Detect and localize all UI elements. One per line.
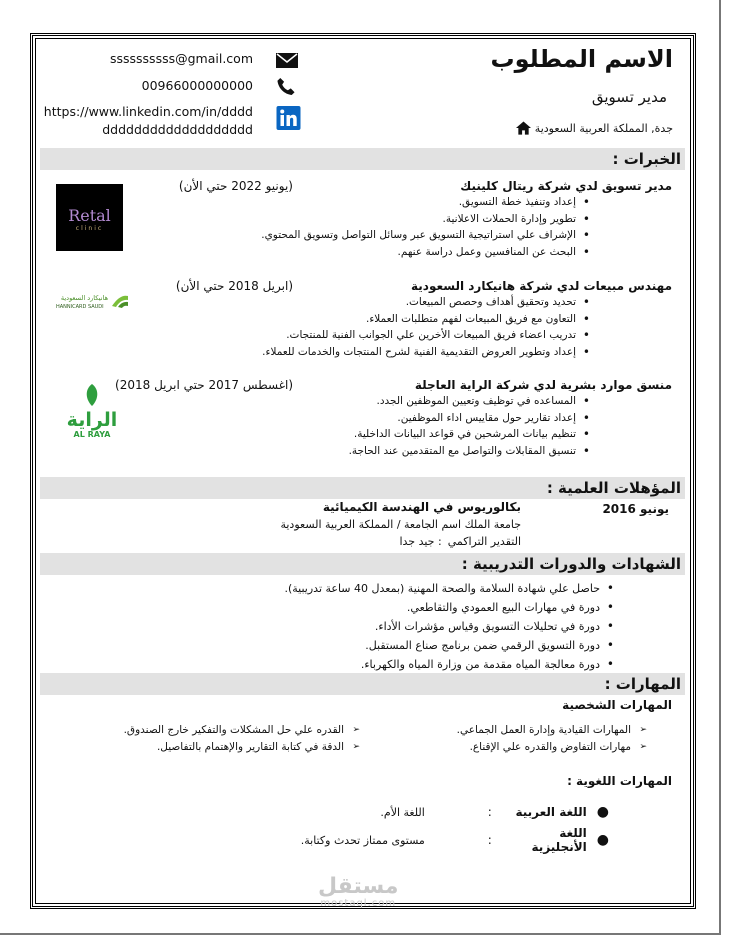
- linkedin-url-line2[interactable]: ddddddddddddddddddd: [102, 122, 253, 137]
- al-raya-logo-sub: AL RAYA: [73, 430, 111, 439]
- language-name: اللغة العربية: [515, 805, 587, 819]
- personal-skills-right: [457, 722, 647, 755]
- watermark-brand: مستقل: [318, 874, 399, 899]
- location: [516, 121, 673, 135]
- list-item: • دورة معالجة المياه مقدمة من وزارة المياه والكهرباء.: [284, 655, 616, 674]
- mostaql-watermark: [318, 876, 398, 909]
- phone-icon: [276, 77, 296, 96]
- section-certificates: الشهادات والدورات التدريبية :: [40, 553, 685, 575]
- job-1-period: (يونيو 2022 حتي الأن): [178, 179, 293, 193]
- list-item: ➢ القدره علي حل المشكلات والتفكير خارج الصندوق.: [124, 722, 360, 739]
- list-item: • تحديد وتحقيق أهداف وحصص المبيعات.: [262, 294, 592, 311]
- list-item: • المساعده في توظيف وتعيين الموظفين الجدد.: [349, 393, 592, 410]
- list-item: ➢ المهارات القيادية وإدارة العمل الجماعي.: [457, 722, 647, 739]
- list-item: • دورة التسويق الرقمي ضمن برنامج صناع المستقبل.: [284, 636, 616, 655]
- email-text[interactable]: ssssssssss@gmail.com: [109, 51, 253, 66]
- home-icon: [516, 121, 531, 135]
- education-university: جامعة الملك اسم الجامعة / المملكة العربية السعودية: [280, 518, 521, 531]
- job-2-period: (ابريل 2018 حتي الأن): [175, 279, 293, 293]
- list-item: • البحث عن المنافسين وعمل دراسة عنهم.: [261, 244, 592, 261]
- watermark-url: mostaql.com: [320, 898, 397, 909]
- email-icon: [276, 53, 298, 68]
- education-degree: بكالوريوس في الهندسة الكيميائية: [322, 500, 521, 514]
- list-item: ➢ الدقة في كتابة التقارير والإهتمام بالتفاصيل.: [124, 739, 360, 756]
- bullet-icon: ●: [596, 832, 609, 848]
- list-item: • تنظيم بيانات المرشحين في قواعد البيانات الداخلية.: [349, 426, 592, 443]
- list-item: • حاصل علي شهادة السلامة والصحة المهنية (بمعدل 40 ساعة تدريبية).: [284, 579, 616, 598]
- language-level: مستوى ممتاز تحدث وكتابة.: [300, 833, 425, 847]
- list-item: • الإشراف علي استراتيجية التسويق عبر وسائل التواصل وتسويق المحتوي.: [261, 227, 592, 244]
- leaf-icon: [82, 384, 102, 406]
- language-row: [380, 804, 609, 820]
- retal-logo-text: Retal: [68, 206, 111, 225]
- list-item: • تنسيق المقابلات والتواصل مع المتقدمين عند الحاجة.: [349, 443, 592, 460]
- language-row: [301, 826, 609, 854]
- linkedin-url-line1[interactable]: https://www.linkedin.com/in/dddd: [43, 104, 253, 119]
- job-2-title: مهندس مبيعات لدي شركة هانيكارد السعودية: [411, 279, 672, 293]
- list-item: ➢ مهارات التفاوض والقدره علي الإقناع.: [457, 739, 647, 756]
- grade-label: التقدير التراكمي: [447, 535, 521, 548]
- job-3-period: (اغسطس 2017 حتي ابريل 2018): [115, 378, 293, 392]
- list-item: • دورة في تحليلات التسويق وقياس مؤشرات الأداء.: [284, 617, 616, 636]
- section-skills: المهارات :: [40, 673, 685, 695]
- personal-skills-left: [124, 722, 360, 755]
- phone-text[interactable]: 00966000000000: [141, 78, 253, 93]
- language-name: اللغة الأنجليزية: [531, 826, 587, 854]
- list-item: • إعداد وتطوير العروض التقديمية الفنية لشرح المنتجات والخدمات للعملاء.: [262, 344, 592, 361]
- hannicard-logo-sub: HANNICARD SAUDI: [56, 304, 104, 310]
- grade-value: : جيد جدا: [399, 535, 442, 548]
- hannicard-logo-text: هانيكارد السعودية: [60, 294, 108, 302]
- colon-separator: :: [487, 805, 492, 819]
- job-3-title: منسق موارد بشرية لدي شركة الراية العاجلة: [414, 378, 672, 392]
- job-3-duties: [349, 393, 592, 459]
- job-1-title: مدير تسويق لدي شركة ريتال كلينيك: [460, 179, 672, 193]
- section-experience: الخبرات :: [40, 148, 685, 170]
- retal-logo-sub: clinic: [75, 225, 104, 232]
- al-raya-logo: [62, 384, 122, 446]
- linkedin-icon[interactable]: [276, 106, 301, 130]
- education-date: يونيو 2016: [602, 502, 669, 516]
- hannicard-mark-icon: [112, 294, 128, 308]
- language-skills-title: المهارات اللغوية :: [567, 774, 672, 788]
- job-1-duties: [261, 194, 592, 260]
- bullet-icon: ●: [596, 804, 609, 820]
- hannicard-logo: [56, 292, 128, 318]
- list-item: • إعداد تقارير حول مقاييس اداء الموظفين.: [349, 410, 592, 427]
- language-level: اللغة الأم.: [380, 805, 425, 819]
- job-2-duties: [262, 294, 592, 360]
- list-item: • تطوير وإدارة الحملات الاعلانية.: [261, 211, 592, 228]
- candidate-role: مدير تسويق: [591, 88, 667, 106]
- al-raya-logo-text: الراية: [66, 409, 118, 431]
- list-item: • إعداد وتنفيذ خطة التسويق.: [261, 194, 592, 211]
- section-education: المؤهلات العلمية :: [40, 477, 685, 499]
- candidate-name: الاسم المطلوب: [490, 45, 673, 73]
- colon-separator: :: [487, 833, 492, 847]
- education-grade: [399, 535, 521, 548]
- personal-skills-title: المهارات الشخصية: [562, 698, 672, 712]
- list-item: • التعاون مع فريق المبيعات لفهم متطلبات العملاء.: [262, 311, 592, 328]
- list-item: • تدريب اعضاء فريق المبيعات الأخرين علي الجوانب الفنية للمنتجات.: [262, 327, 592, 344]
- retal-clinic-logo: [56, 184, 123, 251]
- certificate-list: [284, 579, 616, 674]
- location-text: جدة, المملكة العربية السعودية: [534, 121, 673, 135]
- list-item: • دورة في مهارات البيع العمودي والتقاطعي.: [284, 598, 616, 617]
